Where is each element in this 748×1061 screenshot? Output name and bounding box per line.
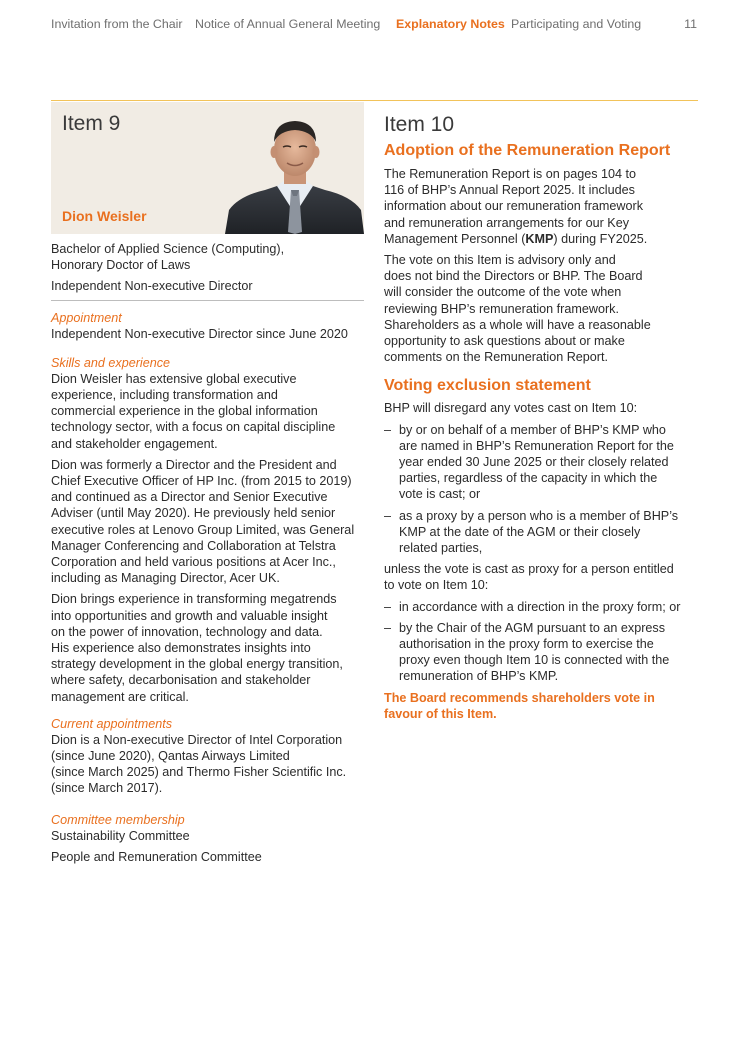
qualifications: Bachelor of Applied Science (Computing), Honorary Doctor of Laws [51, 242, 285, 273]
kmp-abbreviation: KMP [525, 231, 554, 246]
nav-tab-notice[interactable]: Notice of Annual General Meeting [195, 17, 381, 31]
director-name: Dion Weisler [62, 208, 147, 224]
current-appointments-text: Dion is a Non-executive Director of Intel Corporation (since June 2020), Qantas Airways Limited (since March 2025) and Thermo Fisher Scientific Inc. (since March 2017). [51, 732, 347, 796]
dash-marker: – [384, 508, 392, 523]
appointment-text: Independent Non-executive Director since June 2020 [51, 326, 348, 341]
section-divider [51, 300, 364, 301]
dash-marker: – [384, 422, 392, 437]
item10-subtitle: Adoption of the Remuneration Report [384, 142, 671, 159]
board-recommendation: The Board recommends shareholders vote in favour of this Item. [384, 690, 655, 721]
director-credentials [51, 241, 364, 295]
unless-paragraph: unless the vote is cast as proxy for a person entitled to vote on Item 10: [384, 562, 674, 593]
item10-title: Item 10 [384, 113, 455, 136]
item10-column [384, 102, 698, 722]
committee-item: Sustainability Committee [51, 828, 190, 843]
voting-intro: BHP will disregard any votes cast on Item 10: [384, 401, 638, 416]
item9-title: Item 9 [62, 112, 121, 135]
nav-tab-participating[interactable]: Participating and Voting [511, 17, 642, 31]
nav-tab-invitation[interactable]: Invitation from the Chair [51, 17, 183, 31]
director-card [51, 102, 364, 234]
appointment-heading: Appointment [51, 310, 122, 325]
skills-paragraph-1: Dion Weisler has extensive global executive experience, including transformation and commercial experience in the global information technology sector, with a focus on capital discipline and stakeholder engagement. [51, 371, 336, 451]
director-role: Independent Non-executive Director [51, 279, 253, 294]
dash-marker: – [384, 620, 392, 635]
remuneration-paragraph-1: The Remuneration Report is on pages 104 to 116 of BHP’s Annual Report 2025. It includes information about our remuneration framework and remuneration arrangements for our Key Management Personnel (KMP) during FY2025. [384, 167, 648, 246]
dash-marker: – [384, 599, 392, 614]
proxy-bullet: – in accordance with a direction in the proxy form; or [384, 599, 681, 614]
top-navigation [51, 17, 698, 35]
director-portrait [225, 114, 364, 234]
exclusion-bullet: – by or on behalf of a member of BHP’s KMP who are named in BHP’s Remuneration Report for the year ended 30 June 2025 or their closely related parties, regardless of the capacity in which the vote is cast; or [384, 422, 674, 502]
nav-tab-explanatory-notes[interactable]: Explanatory Notes [396, 17, 505, 31]
item9-column [51, 102, 364, 870]
top-divider [51, 100, 698, 101]
skills-heading: Skills and experience [51, 355, 171, 370]
exclusion-bullet: – as a proxy by a person who is a member of BHP’s KMP at the date of the AGM or their closely related parties, [384, 508, 679, 556]
voting-exclusion-heading: Voting exclusion statement [384, 377, 591, 395]
skills-paragraph-2: Dion was formerly a Director and the President and Chief Executive Officer of HP Inc. (from 2015 to 2019) and continued as a Director and Senior Executive Adviser (until May 2020). He previously held senior executive roles at Lenovo Group Limited, was General Manager Conferencing and Collaboration at Telstra Corporation and held various positions at Acer Inc., including as Managing Director, Acer UK. [51, 457, 355, 586]
remuneration-paragraph-2: The vote on this Item is advisory only and does not bind the Directors or BHP. The Board will consider the outcome of the vote when reviewing BHP’s remuneration framework. Shareholders as a whole will have a reasonable opportunity to ask questions about or make comments on the Remuneration Report. [384, 253, 651, 365]
page-number: 11 [684, 17, 697, 31]
committee-item: People and Remuneration Committee [51, 849, 262, 864]
skills-paragraph-3: Dion brings experience in transforming megatrends into opportunities and growth and valuable insight on the power of innovation, technology and data. His experience also demonstrates insights into strategy development in the global energy transition, where safety, decarbonisation and stakeholder management are critical. [51, 592, 343, 704]
current-appointments-heading: Current appointments [51, 716, 173, 731]
proxy-bullet: – by the Chair of the AGM pursuant to an express authorisation in the proxy form to exercise the proxy even though Item 10 is connected with the remuneration of BHP’s KMP. [384, 620, 670, 684]
committee-heading: Committee membership [51, 812, 185, 827]
